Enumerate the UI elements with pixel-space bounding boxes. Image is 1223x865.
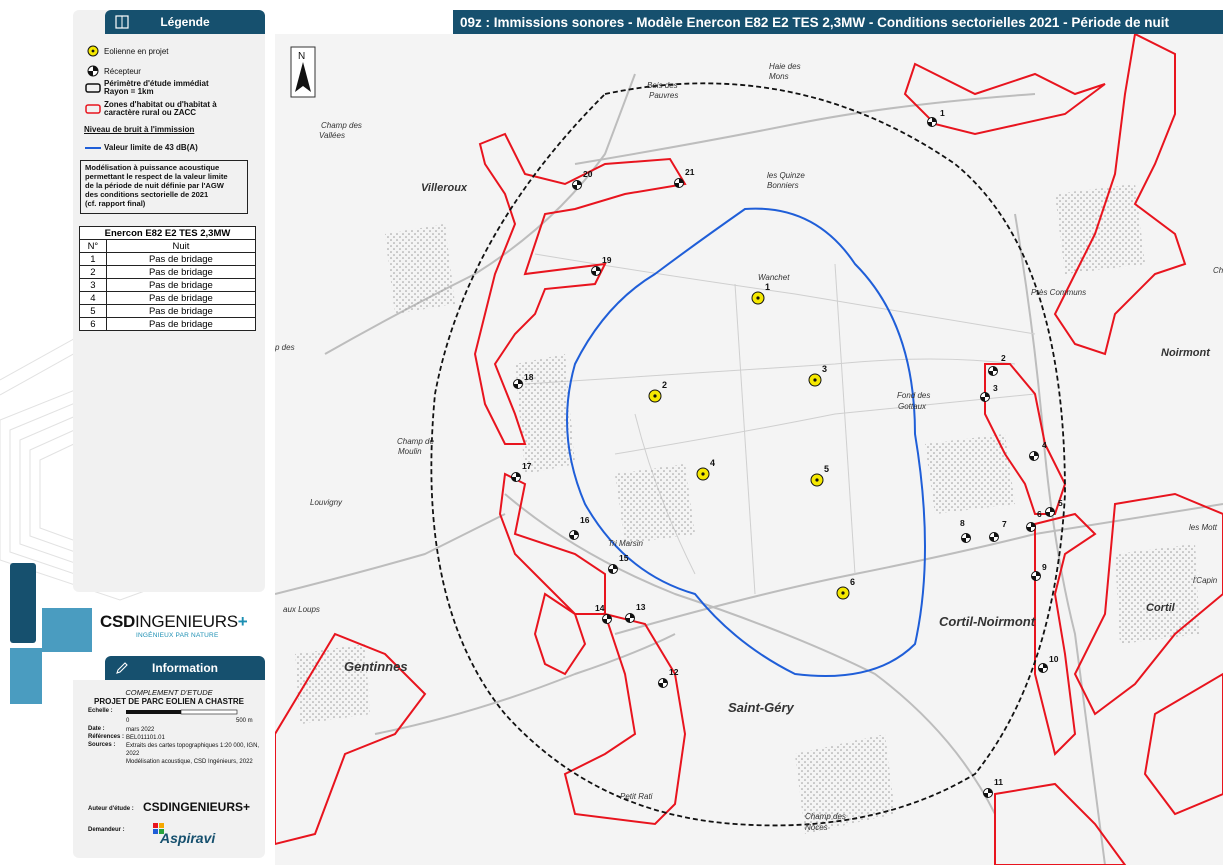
receptor-label: 20 — [583, 169, 593, 179]
legend-item-perimeter — [84, 80, 209, 96]
pencil-icon — [115, 661, 129, 675]
place-label: Saint-Géry — [728, 700, 794, 715]
receptor-label: 15 — [619, 553, 629, 563]
place-label: Villeroux — [421, 182, 468, 194]
info-line2: PROJET DE PARC EOLIEN A CHASTRE — [94, 697, 244, 706]
receptor-label: 5 — [1058, 498, 1063, 508]
receptor-label: 4 — [1042, 440, 1047, 450]
legend-item-receptor — [84, 65, 141, 77]
turbine-icon-dot — [813, 378, 816, 381]
date-value: mars 2022 — [126, 727, 155, 733]
place-label: Haie des — [769, 62, 801, 71]
turbine-icon-dot — [841, 591, 844, 594]
legend-habitat-label: Zones d'habitat ou d'habitat à — [104, 100, 217, 109]
limit-line-swatch — [85, 145, 101, 151]
client-label: Demandeur : — [88, 827, 125, 833]
place-label: aux Loups — [283, 605, 320, 614]
table-cell-no: 4 — [80, 292, 107, 305]
place-label: Mons — [769, 72, 789, 81]
receptor-icon — [87, 65, 99, 77]
place-label: Pauvres — [649, 91, 679, 100]
table-cell-mode: Pas de bridage — [106, 253, 255, 266]
receptor-label: 9 — [1042, 562, 1047, 572]
perimeter-swatch — [85, 83, 101, 93]
place-label: Bois des — [647, 81, 678, 90]
turbine-icon-dot — [756, 296, 759, 299]
table-cell-no: 1 — [80, 253, 107, 266]
author-label: Auteur d'étude : — [88, 806, 134, 812]
place-label: Gottaux — [898, 402, 927, 411]
scale-end: 500 m — [236, 718, 253, 724]
habitat-swatch — [85, 104, 101, 114]
place-label: Champ des — [321, 121, 362, 130]
north-label: N — [298, 51, 306, 62]
model-note-line: permettant le respect de la valeur limite — [85, 172, 228, 181]
map-title: 09z : Immissions sonores - Modèle Enercon E82 E2 TES 2,3MW - Conditions sectorielles 2021 - Période de nuit — [460, 14, 1169, 30]
table-cell-no: 5 — [80, 305, 107, 318]
north-arrow — [291, 47, 315, 97]
logo-shape-light — [10, 648, 42, 704]
company-tagline: INGÉNIEUX PAR NATURE — [136, 632, 219, 639]
receptor-label: 11 — [994, 777, 1003, 787]
turbine-icon-dot — [701, 472, 704, 475]
turbine-icon — [87, 45, 99, 57]
legend-item-limit — [84, 143, 198, 152]
place-label: p des — [275, 343, 295, 352]
table-cell-no: 3 — [80, 279, 107, 292]
client-logo: Aspiravi — [160, 830, 216, 846]
legend-item-habitat — [84, 101, 217, 117]
place-label: Noirmont — [1161, 347, 1210, 359]
receptor-label: 3 — [993, 383, 998, 393]
table-row — [80, 253, 256, 266]
logo-bold: CSD — [100, 612, 135, 631]
place-label: Cortil — [1146, 602, 1175, 614]
turbine-label: 6 — [850, 577, 856, 587]
receptor-label: 21 — [685, 167, 695, 177]
ref-label: Références : — [88, 734, 125, 740]
receptor-label: 8 — [960, 518, 965, 528]
table-cell-mode: Pas de bridage — [106, 279, 255, 292]
place-label: Cortil-Noirmont — [939, 614, 1036, 629]
turbine-label: 1 — [765, 282, 771, 292]
legend-noise-section: Niveau de bruit à l'immission — [84, 125, 195, 134]
receptor-label: 18 — [524, 372, 534, 382]
legend-perimeter-radius: Rayon = 1km — [104, 87, 154, 96]
receptor-label: 17 — [522, 461, 532, 471]
place-label: Tri Marsin — [608, 539, 643, 548]
receptor-label: 10 — [1049, 654, 1059, 664]
place-label: Bonniers — [767, 181, 799, 190]
receptor-label: 6 — [1037, 509, 1042, 519]
place-label: Champ des — [805, 812, 846, 821]
legend-title: Légende — [160, 15, 210, 29]
receptor-label: 12 — [669, 667, 679, 677]
place-label: Petit Rati — [620, 792, 653, 801]
model-note-box — [80, 160, 248, 214]
receptor-label: 16 — [580, 515, 590, 525]
receptor-label: 13 — [636, 602, 646, 612]
receptor-label: 7 — [1002, 519, 1007, 529]
date-label: Date : — [88, 726, 105, 732]
place-label: Fond des — [897, 391, 931, 400]
map-title-bar — [453, 10, 1223, 34]
receptor-label: 19 — [602, 255, 612, 265]
legend-item-turbine — [84, 45, 169, 57]
info-title: Information — [152, 661, 218, 675]
legend-perimeter-label: Périmètre d'étude immédiat — [104, 79, 209, 88]
logo-shape-mid — [42, 608, 92, 652]
sources-label: Sources : — [88, 742, 116, 748]
logo-plus: + — [237, 612, 248, 631]
place-label: Moulin — [398, 447, 422, 456]
map-canvas[interactable] — [275, 34, 1223, 865]
place-label: Louvigny — [310, 498, 343, 507]
company-logo — [100, 612, 247, 632]
place-label: les Quinze — [767, 171, 805, 180]
curtailment-table — [79, 226, 256, 331]
receptor-label: 2 — [1001, 353, 1006, 363]
table-cell-mode: Pas de bridage — [106, 266, 255, 279]
table-row — [80, 305, 256, 318]
table-row — [80, 266, 256, 279]
ref-value: BEL011101.01 — [126, 735, 165, 741]
author-logo: CSDINGENIEURS+ — [143, 800, 251, 814]
table-header-mode: Nuit — [106, 240, 255, 253]
turbine-icon-dot — [815, 478, 818, 481]
table-row — [80, 318, 256, 331]
turbine-label: 4 — [710, 458, 716, 468]
turbine-label: 2 — [662, 380, 668, 390]
legend-habitat-label2: caractère rural ou ZACC — [104, 108, 197, 117]
place-label: Près Communs — [1031, 288, 1087, 297]
table-cell-mode: Pas de bridage — [106, 292, 255, 305]
place-label: Ch — [1213, 266, 1223, 275]
place-label: l'Capin — [1193, 576, 1218, 585]
place-label: les Mott — [1189, 523, 1218, 532]
place-label: Wanchet — [758, 273, 790, 282]
info-header — [105, 656, 265, 680]
turbine-label: 5 — [824, 464, 830, 474]
table-cell-mode: Pas de bridage — [106, 305, 255, 318]
table-title: Enercon E82 E2 TES 2,3MW — [80, 227, 256, 240]
receptor-label: 14 — [595, 603, 605, 613]
scale-start: 0 — [126, 718, 130, 724]
place-label: Vallées — [319, 131, 345, 140]
sources-value-2: Modélisation acoustique, CSD Ingénieurs, 2022 — [126, 759, 253, 765]
model-note-line: Modélisation à puissance acoustique — [85, 163, 220, 172]
model-note-line: (cf. rapport final) — [85, 199, 146, 208]
turbine-icon-dot — [653, 394, 656, 397]
legend-receptor-label: Récepteur — [104, 66, 141, 76]
table-cell-no: 2 — [80, 266, 107, 279]
legend-header — [105, 10, 265, 34]
place-label: Gentinnes — [344, 659, 408, 674]
model-note-line: de la période de nuit définie par l'AGW — [85, 181, 224, 190]
logo-shape-dark — [10, 563, 36, 643]
receptor-label: 1 — [940, 108, 945, 118]
logo-rest: INGENIEURS — [135, 612, 238, 631]
scale-label: Echelle : — [88, 708, 113, 714]
place-label: Noces — [805, 823, 828, 832]
table-cell-mode: Pas de bridage — [106, 318, 255, 331]
table-row — [80, 279, 256, 292]
model-note-line: des conditions sectorielle de 2021 — [85, 190, 209, 199]
sources-value-1: Extraits des cartes topographiques 1:20 000, IGN, 2022 — [126, 743, 260, 757]
place-label: Champ de — [397, 437, 434, 446]
legend-limit-label: Valeur limite de 43 dB(A) — [104, 143, 198, 152]
table-cell-no: 6 — [80, 318, 107, 331]
scale-bar — [126, 708, 258, 724]
legend-turbine-label: Eolienne en projet — [104, 46, 169, 56]
table-header-no: N° — [80, 240, 107, 253]
table-row — [80, 292, 256, 305]
book-icon — [115, 15, 129, 29]
info-line1: COMPLEMENT D'ETUDE — [125, 688, 213, 697]
turbine-label: 3 — [822, 364, 828, 374]
